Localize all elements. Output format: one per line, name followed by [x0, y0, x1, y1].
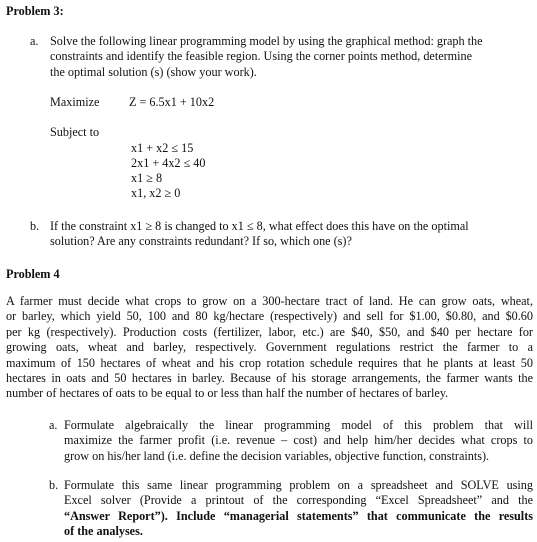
problem4-intro-line: per kg (respectively). Production costs (fertilizer, labor, etc.) are $40, $50, and $40 per hectare for — [6, 324, 533, 339]
problem3-part-a-marker: a. — [30, 34, 39, 48]
problem4-intro-line: hectares in oats and 50 hectares in barley. Because of his storage arrangements, the farmer wants the — [6, 371, 533, 386]
problem3-part-b-text — [50, 219, 530, 250]
constraint-1: x1 + x2 ≤ 15 — [131, 141, 194, 155]
problem3-heading: Problem 3: — [6, 4, 64, 18]
problem4-intro — [6, 294, 533, 402]
problem3-part-b-marker: b. — [30, 219, 40, 233]
problem4-part-b-text — [64, 478, 533, 540]
problem4-part-b-line: “Answer Report”). Include “managerial statements” that communicate the results — [64, 508, 533, 523]
constraint-3: x1 ≥ 8 — [131, 171, 163, 185]
constraint-2: 2x1 + 4x2 ≤ 40 — [131, 156, 206, 170]
problem4-part-a-marker: a. — [49, 418, 58, 432]
problem4-part-a-line: maximize the farmer profit (i.e. revenue – cost) and help him/her decides what crops to — [64, 433, 533, 448]
objective-function: Z = 6.5x1 + 10x2 — [129, 95, 215, 109]
problem4-heading: Problem 4 — [6, 267, 60, 281]
problem3-part-a-line: constraints and identify the feasible region. Using the corner points method, determine — [50, 49, 473, 64]
problem3-part-b-line: solution? Are any constraints redundant? If so, which one (s)? — [50, 234, 352, 249]
problem4-intro-line: maximum of 150 hectares of wheat and his crop rotation schedule requires that he plants at least 50 — [6, 355, 533, 370]
problem4-part-b-line: Excel solver (Provide a printout of the corresponding “Excel Spreadsheet” and the — [64, 493, 533, 508]
subject-to-label: Subject to — [50, 125, 100, 139]
problem3-part-a-line: Solve the following linear programming model by using the graphical method: graph the — [50, 34, 483, 48]
problem4-intro-line: growing oats, wheat and barley, respectively. Government regulations restrict the farmer to a — [6, 340, 533, 355]
problem3-part-a-line: the optimal solution (s) (show your work). — [50, 64, 257, 79]
problem4-intro-line: or barley, which yield 50, 100 and 80 kg/hectare (respectively) and sell for $1.00, $0.80, and $0.60 — [6, 309, 533, 324]
problem4-intro-line: A farmer must decide what crops to grow on a 300-hectare tract of land. He can grow oats, wheat, — [6, 294, 533, 308]
problem3-part-b-line: If the constraint x1 ≥ 8 is changed to x1 ≤ 8, what effect does this have on the optimal — [50, 219, 469, 233]
problem4-part-b-marker: b. — [49, 478, 59, 492]
problem4-part-a-text — [64, 418, 533, 464]
problem4-part-b-line: of the analyses. — [64, 524, 143, 539]
problem4-intro-line: number of hectares of oats to be equal to or less than half the number of hectares of barley. — [6, 386, 449, 401]
problem4-part-a-line: grow on his/her land (i.e. define the decision variables, objective function, constraints). — [64, 448, 490, 463]
problem4-part-b-line: Formulate this same linear programming problem on a spreadsheet and SOLVE using — [64, 478, 533, 492]
maximize-label: Maximize — [50, 95, 100, 109]
constraint-4: x1, x2 ≥ 0 — [131, 186, 181, 200]
problem3-part-a-text — [50, 34, 530, 80]
problem4-part-a-line: Formulate algebraically the linear programming model of this problem that will — [64, 418, 533, 432]
